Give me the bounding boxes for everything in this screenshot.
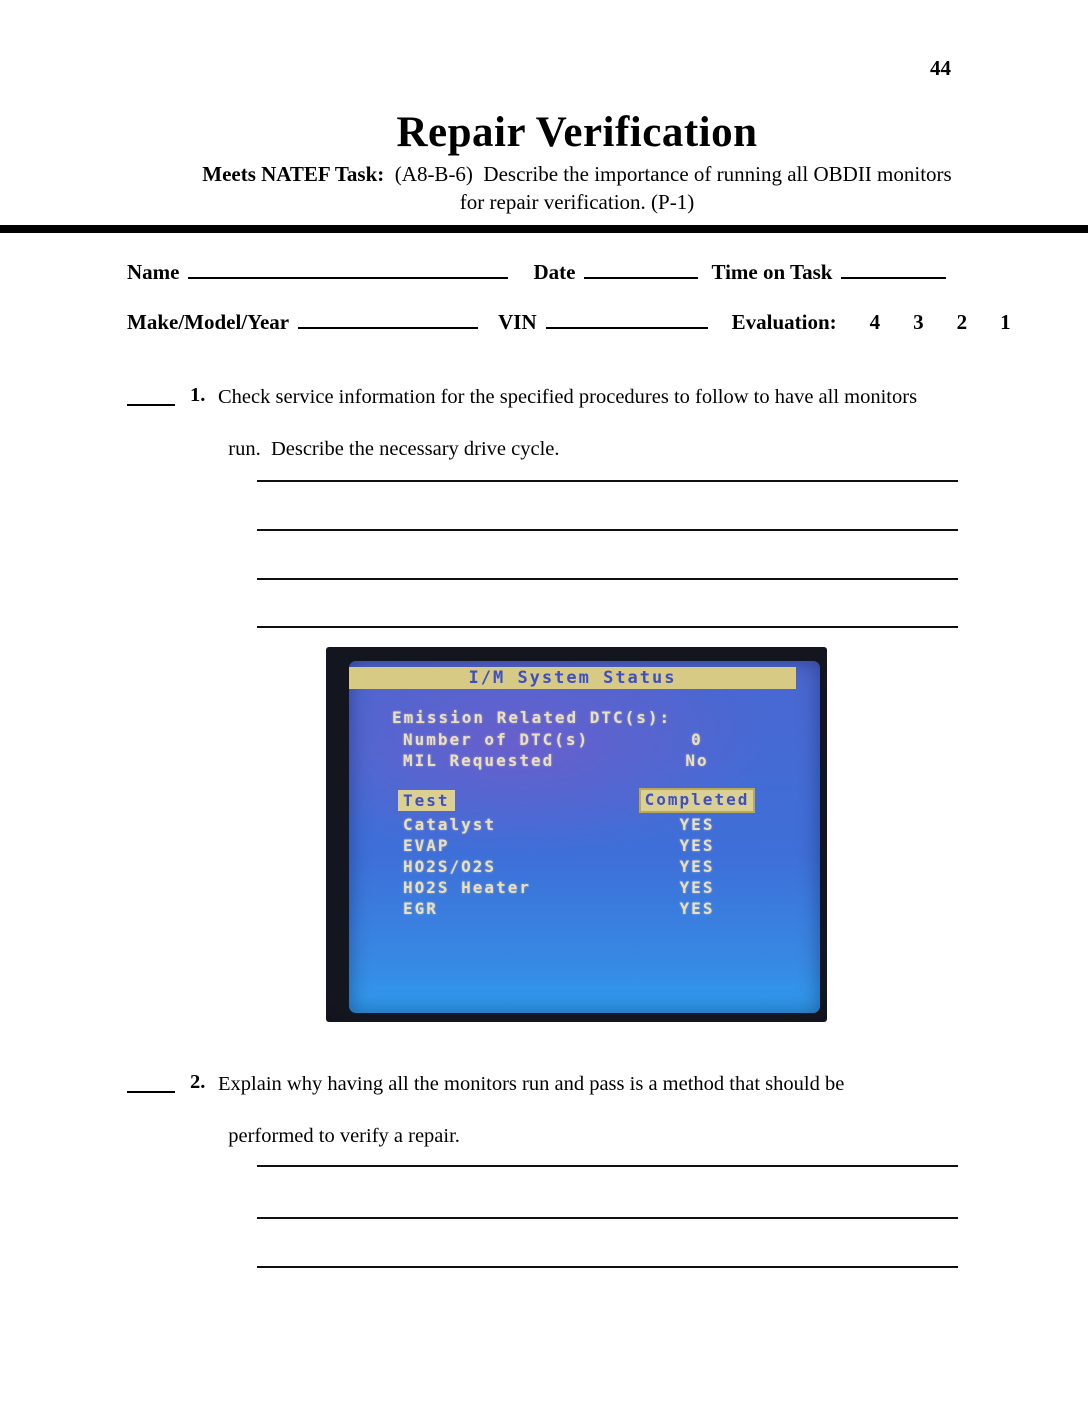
info-value: 0 [691,730,703,749]
time-on-task-blank-line [841,261,946,279]
name-blank-line [188,261,508,279]
question-2-text-line2: performed to verify a repair. [228,1125,460,1147]
scan-screen-titlebar: I/M System Status [349,667,796,689]
monitor-name: EVAP [403,836,450,855]
dtc-header-label: Emission Related DTC(s): [392,708,672,727]
question-2-text [218,1071,963,1149]
monitor-status: YES [679,878,715,897]
question-1-text-line1: Check service information for the specified procedures to follow to have all monitors [218,386,918,408]
dtc-header-row [349,707,820,728]
form-row-2 [127,310,1027,335]
natef-task-line2: for repair verification. (P-1) [459,190,695,214]
evaluation-label: Evaluation: [731,310,837,334]
date-blank-line [584,261,698,279]
natef-task-label: Meets NATEF Task: [202,162,385,186]
question-1-text-line2: run. Describe the necessary drive cycle. [228,438,560,460]
monitor-status: YES [679,899,715,918]
name-label: Name [127,260,180,284]
question-2 [127,1071,987,1149]
monitor-row [349,856,820,877]
evaluation-score-2: 2 [956,310,968,334]
completed-column-header: Completed [639,788,755,813]
natef-task-text: (A8-B-6) Describe the importance of running all OBDII monitors [384,162,952,186]
answer-line [257,1266,958,1268]
answer-line [257,1165,958,1167]
make-model-year-blank-line [298,311,478,329]
answer-line [257,578,958,580]
monitor-row [349,877,820,898]
test-column-header: Test [398,790,455,811]
info-label: Number of DTC(s) [403,730,590,749]
scan-tool-screen [349,661,820,1013]
question-1-grade-blank [127,384,175,406]
info-row [349,750,820,771]
answer-line [257,480,958,482]
monitor-name: EGR [403,899,438,918]
evaluation-score-4: 4 [869,310,881,334]
monitor-status: YES [679,815,715,834]
monitor-status: YES [679,857,715,876]
question-2-text-line1: Explain why having all the monitors run and pass is a method that should be [218,1073,845,1095]
scan-tool-photo [326,647,827,1022]
form-row-1 [127,260,1027,285]
question-1 [127,384,987,462]
answer-line [257,626,958,628]
page-title: Repair Verification [396,109,758,156]
question-2-number: 2. [190,1071,206,1093]
monitor-status: YES [679,836,715,855]
monitor-name: Catalyst [403,815,497,834]
monitor-name: HO2S Heater [403,878,531,897]
answer-line [257,529,958,531]
answer-line [257,1217,958,1219]
monitor-name: HO2S/O2S [403,857,497,876]
make-model-year-label: Make/Model/Year [127,310,290,334]
vin-label: VIN [498,310,537,334]
monitor-row [349,814,820,835]
question-1-text [218,384,963,462]
question-1-number: 1. [190,384,206,406]
natef-task-line [66,162,1088,187]
monitor-row [349,835,820,856]
info-row [349,729,820,750]
monitor-row [349,898,820,919]
vin-blank-line [546,311,708,329]
date-label: Date [533,260,576,284]
monitor-table-header-row [349,790,820,811]
header-divider-rule [0,225,1088,233]
evaluation-score-1: 1 [1000,310,1011,334]
info-label: MIL Requested [403,751,555,770]
info-value: No [685,751,709,770]
page-number: 44 [930,56,951,80]
evaluation-score-3: 3 [913,310,924,334]
time-on-task-label: Time on Task [711,260,833,284]
question-2-grade-blank [127,1071,175,1093]
